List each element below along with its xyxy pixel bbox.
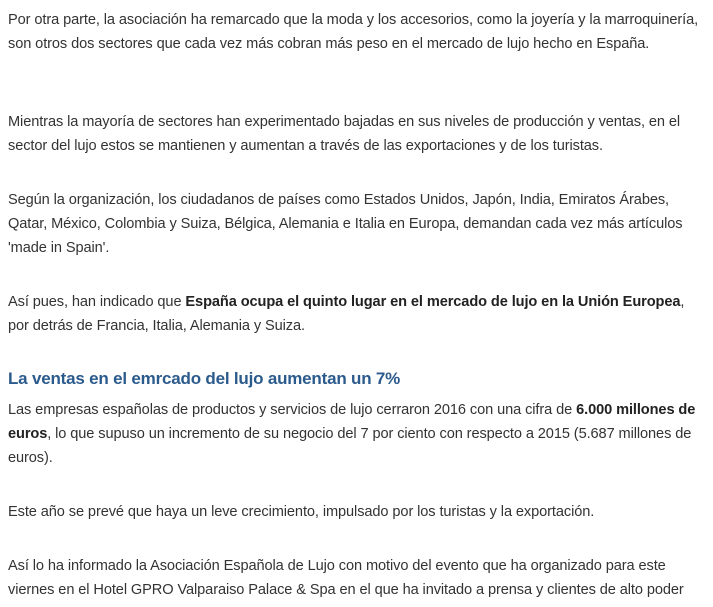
article-paragraph: Por otra parte, la asociación ha remarcado que la moda y los accesorios, como la joyería y la marroquinería, son otros dos sectores que cada vez más cobran más peso en el mercado de lujo hecho en España. [8, 12, 699, 52]
bold-highlight: 6.000 millones de euros [8, 402, 696, 442]
article-paragraph: Este año se prevé que haya un leve crecimiento, impulsado por los turistas y la exportación. [8, 504, 595, 520]
bold-highlight: España ocupa el quinto lugar en el mercado de lujo en la Unión Europea [185, 294, 681, 310]
paragraph-text: , por detrás de Francia, Italia, Alemania y Suiza. [8, 294, 685, 334]
paragraph-text: Así pues, han indicado que [8, 294, 186, 310]
paragraph-text: , lo que supuso un incremento de su negocio del 7 por ciento con respecto a 2015 (5.687 millones de euros). [8, 426, 692, 466]
article-paragraph: Según la organización, los ciudadanos de países como Estados Unidos, Japón, India, Emiratos Árabes, Qatar, México, Colombia y Suiza, Bélgica, Alemania e Italia en Europa, demandan cada vez más artículos 'made in Spain'. [8, 192, 683, 256]
article-paragraph: Mientras la mayoría de sectores han experimentado bajadas en sus niveles de producción y ventas, en el sector del lujo estos se mantienen y aumentan a través de las exportaciones y de los turistas. [8, 114, 681, 154]
section-heading: La ventas en el emrcado del lujo aumentan un 7% [8, 369, 401, 388]
article-paragraph: Así lo ha informado la Asociación Española de Lujo con motivo del evento que ha organizado para este viernes en el Hotel GPRO Valparaiso Palace & Spa en el que ha invitado a prensa y clientes de alto poder [8, 558, 684, 598]
paragraph-text: Las empresas españolas de productos y servicios de lujo cerraron 2016 con una cifra de [8, 402, 577, 418]
article-paragraph [8, 398, 703, 470]
article-paragraph [8, 290, 703, 338]
